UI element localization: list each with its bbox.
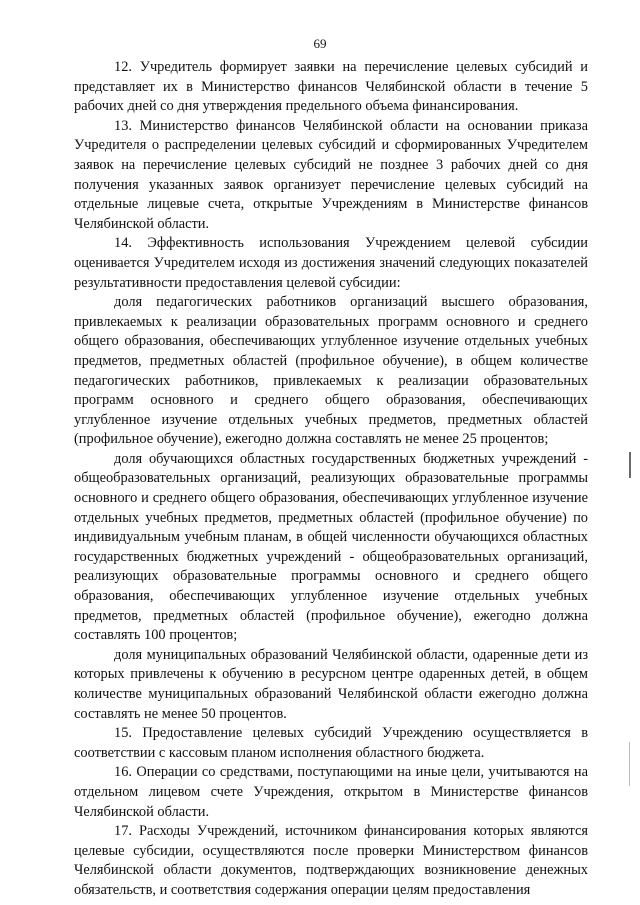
paragraph-17: 17. Расходы Учреждений, источником финансирования которых являются целевые субсидии, осуществляются после проверки Министерством финансов Челябинской области документов, подтверждающих возникновение денежных обязательств, и соответствия содержания операции целям предоставления — [74, 823, 588, 898]
paragraph-14: 14. Эффективность использования Учреждением целевой субсидии оценивается Учредителем исходя из достижения значений следующих показателей результативности предоставления целевой субсидии: — [74, 235, 588, 291]
indicator-students-share: доля обучающихся областных государственных бюджетных учреждений - общеобразовательных организаций, реализующих образовательные программы основного и среднего общего образования, обеспечивающих углубленное изучение отдельных учебных предметов, предметных областей (профильное обучение) по индивидуальным учебным планам, в общей численности обучающихся областных государственных бюджетных учреждений - общеобразовательных организаций, реализующих образовательные программы основного и среднего общего образования, обеспечивающих углубленное изучение отдельных учебных предметов, предметных областей (профильное обучение), ежегодно должна составлять 100 процентов; — [74, 450, 588, 644]
scan-margin-mark — [629, 742, 630, 786]
document-body — [74, 58, 588, 901]
paragraph-13: 13. Министерство финансов Челябинской области на основании приказа Учредителя о распределении целевых субсидий и сформированных Учредителем заявок на перечисление целевых субсидий не позднее 3 рабочих дней со дня получения указанных заявок организует перечисление целевых субсидий на отдельные лицевые счета, открытые Учреждениям в Министерстве финансов Челябинской области. — [74, 117, 588, 232]
page-number: 69 — [313, 36, 327, 51]
scan-margin-mark — [629, 452, 631, 478]
paragraph-12: 12. Учредитель формирует заявки на перечисление целевых субсидий и представляет их в Министерство финансов Челябинской области в течение 5 рабочих дней со дня утверждения предельного объема финансирования. — [74, 59, 588, 115]
paragraph-16: 16. Операции со средствами, поступающими на иные цели, учитываются на отдельном лицевом счете Учреждения, открытом в Министерстве финансов Челябинской области. — [74, 764, 588, 820]
indicator-municipalities-share: доля муниципальных образований Челябинской области, одаренные дети из которых привлечены к обучению в ресурсном центре одаренных детей, в общем количестве муниципальных образований Челябинской области ежегодно должна составлять не менее 50 процентов. — [74, 646, 588, 722]
paragraph-15: 15. Предоставление целевых субсидий Учреждению осуществляется в соответствии с кассовым планом исполнения областного бюджета. — [74, 725, 588, 761]
indicator-teachers-share: доля педагогических работников организаций высшего образования, привлекаемых к реализации образовательных программ основного и среднего общего образования, обеспечивающих углубленное изучение отдельных учебных предметов, предметных областей (профильное обучение), в общем количестве педагогических работников, привлекаемых к реализации образовательных программ основного и среднего общего образования, обеспечивающих углубленное изучение отдельных учебных предметов, предметных областей (профильное обучение), ежегодно должна составлять не менее 25 процентов; — [74, 294, 588, 448]
